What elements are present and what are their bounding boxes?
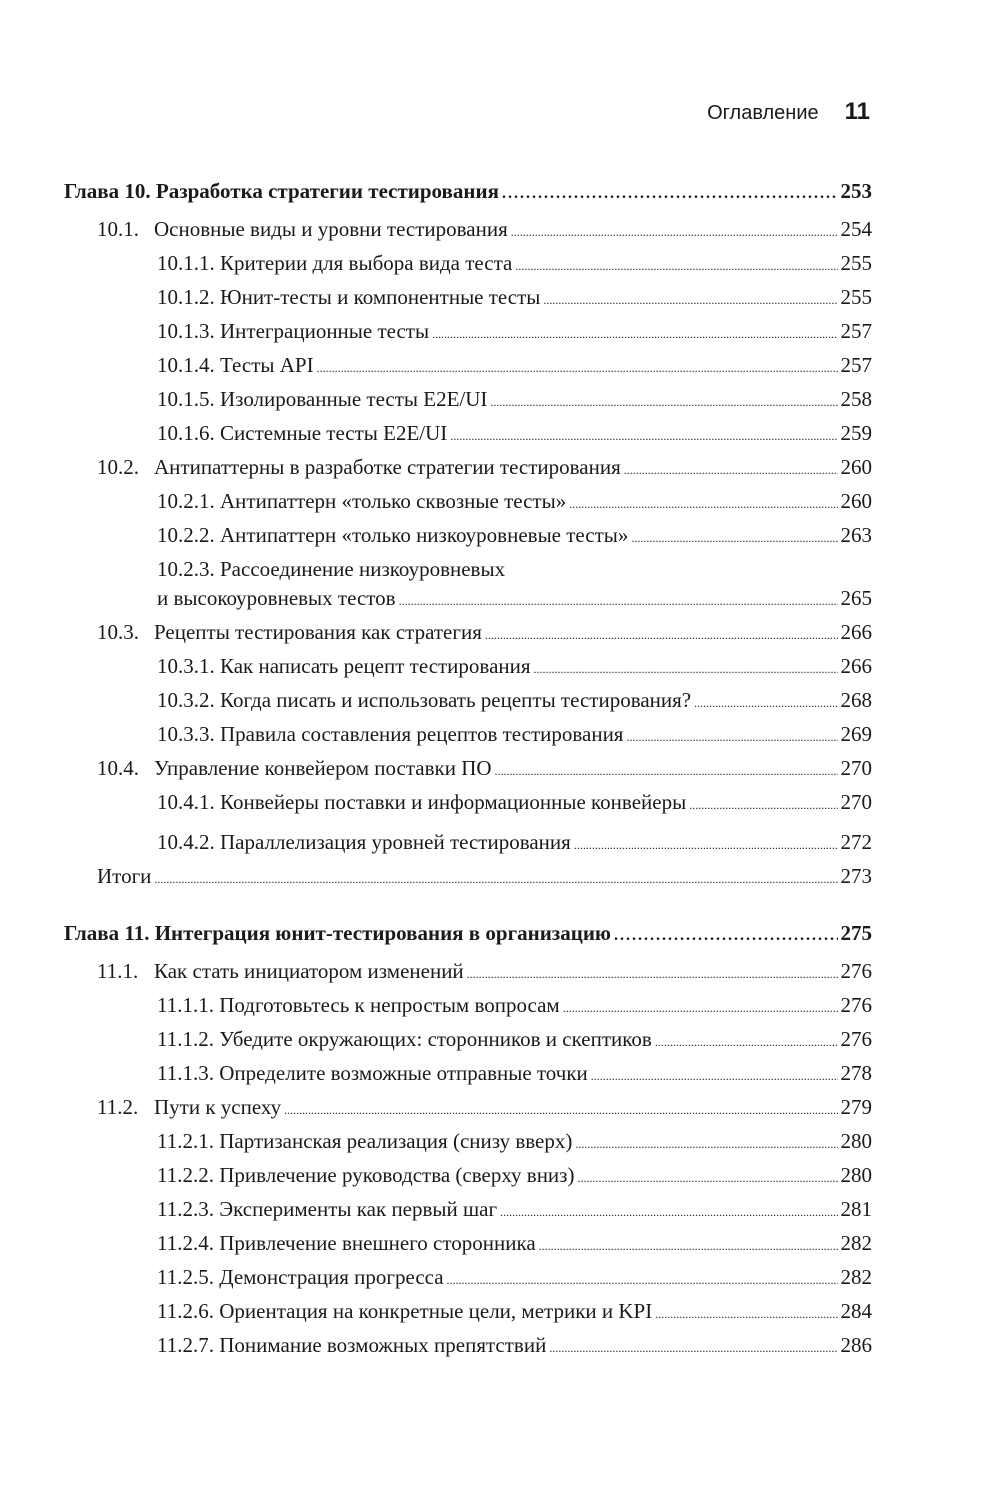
toc-subsection-11-2-3[interactable] (0, 1196, 872, 1225)
toc-entry-title: Пути к успеху (154, 1095, 282, 1119)
running-header (707, 98, 870, 126)
running-header-title: Оглавление (707, 102, 819, 124)
toc-subsection-11-2-7[interactable] (0, 1332, 872, 1361)
toc-entry-number: 11.1. (97, 959, 139, 983)
toc-subsection-10-1-2[interactable] (0, 284, 872, 313)
toc-entry-page: 284 (840, 1299, 872, 1323)
toc-entry-title: Антипаттерны в разработке стратегии тестирования (154, 455, 621, 479)
toc-entry-page: 275 (840, 921, 872, 945)
toc-entry-number: 10.1. (97, 217, 139, 241)
toc-entry-number: 10.3. (97, 620, 139, 644)
toc-entry-number: 10.1.1. (157, 251, 215, 275)
toc-entry-page: 282 (840, 1231, 872, 1255)
toc-subsection-10-1-3[interactable] (0, 318, 872, 347)
toc-subsection-10-2-1[interactable] (0, 488, 872, 517)
toc-entry-number: 11.2.4. (157, 1231, 214, 1255)
toc-section-10-1[interactable] (0, 216, 872, 245)
toc-subsection-10-3-2[interactable] (0, 687, 872, 716)
toc-entry-page: 270 (840, 790, 872, 814)
toc-entry-page: 280 (840, 1129, 872, 1153)
toc-entry-title: Когда писать и использовать рецепты тестирования? (220, 688, 692, 712)
toc-subsection-10-1-4[interactable] (0, 352, 872, 381)
toc-entry-page: 255 (840, 285, 872, 309)
toc-chapter-10[interactable] (0, 178, 872, 207)
toc-entry-number: 10.2.2. (157, 523, 215, 547)
toc-subsection-10-2-3[interactable] (0, 585, 872, 614)
toc-subsection-10-3-1[interactable] (0, 653, 872, 682)
toc-entry-page: 276 (840, 993, 872, 1017)
toc-entry-title: Глава 10. Разработка стратегии тестирования (64, 179, 499, 203)
toc-subsection-11-2-6[interactable] (0, 1298, 872, 1327)
toc-entry-number: 10.3.3. (157, 722, 215, 746)
toc-section-11-2[interactable] (0, 1094, 872, 1123)
toc-entry-title: Интеграционные тесты (220, 319, 430, 343)
toc-entry-title: Рецепты тестирования как стратегия (154, 620, 482, 644)
toc-entry-title: Как написать рецепт тестирования (220, 654, 531, 678)
toc-subsection-10-1-1[interactable] (0, 250, 872, 279)
toc-entry-number: 11.2.7. (157, 1333, 214, 1357)
toc-entry-title: Антипаттерн «только низкоуровневые тесты» (220, 523, 629, 547)
toc-entry-page: 276 (840, 1027, 872, 1051)
toc-entry-title: Партизанская реализация (снизу вверх) (219, 1129, 573, 1153)
toc-entry-page: 259 (840, 421, 872, 445)
toc-entry-number: 11.2.1. (157, 1129, 214, 1153)
toc-entry-page: 263 (840, 523, 872, 547)
toc-entry-page: 281 (840, 1197, 872, 1221)
toc-entry-title: Убедите окружающих: сторонников и скептиков (219, 1027, 652, 1051)
toc-entry-title: Изолированные тесты E2E/UI (220, 387, 488, 411)
toc-entry-title: Конвейеры поставки и информационные конвейеры (220, 790, 687, 814)
toc-entry-number: 10.1.2. (157, 285, 215, 309)
toc-entry-title: Ориентация на конкретные цели, метрики и KPI (219, 1299, 653, 1323)
toc-entry-page: 279 (840, 1095, 872, 1119)
toc-entry-page: 276 (840, 959, 872, 983)
page-number: 11 (844, 98, 870, 125)
toc-subsection-11-1-3[interactable] (0, 1060, 872, 1089)
toc-entry-title: Управление конвейером поставки ПО (154, 756, 492, 780)
toc-entry-title: Итоги (97, 864, 152, 888)
toc-entry-number: 10.1.3. (157, 319, 215, 343)
toc-entry-page: 255 (840, 251, 872, 275)
toc-entry-title: Подготовьтесь к непростым вопросам (219, 993, 560, 1017)
toc-entry-page: 257 (840, 319, 872, 343)
toc-subsection-10-3-3[interactable] (0, 721, 872, 750)
toc-summary-chapter-10[interactable] (0, 863, 872, 892)
toc-entry-number: 11.2.6. (157, 1299, 214, 1323)
toc-entry-title: Рассоединение низкоуровневых (220, 557, 506, 581)
toc-entry-page: 278 (840, 1061, 872, 1085)
toc-entry-page: 265 (840, 586, 872, 610)
toc-entry-page: 273 (840, 864, 872, 888)
toc-subsection-11-2-1[interactable] (0, 1128, 872, 1157)
toc-entry-number: 10.1.6. (157, 421, 215, 445)
toc-entry-page: 257 (840, 353, 872, 377)
toc-entry-number: 10.4.1. (157, 790, 215, 814)
toc-subsection-10-4-1[interactable] (0, 789, 872, 818)
toc-entry-number: 11.2.5. (157, 1265, 214, 1289)
toc-section-10-4[interactable] (0, 755, 872, 784)
toc-entry-title: Параллелизация уровней тестирования (220, 830, 571, 854)
toc-subsection-10-4-2[interactable] (0, 829, 872, 858)
toc-entry-number: 10.3.2. (157, 688, 215, 712)
toc-entry-page: 268 (840, 688, 872, 712)
toc-entry-title: Глава 11. Интеграция юнит-тестирования в организацию (64, 921, 611, 945)
toc-subsection-11-2-5[interactable] (0, 1264, 872, 1293)
toc-subsection-10-1-5[interactable] (0, 386, 872, 415)
toc-entry-number: 10.2.1. (157, 489, 215, 513)
toc-entry-number: 10.1.5. (157, 387, 215, 411)
toc-entry-number: 11.2.3. (157, 1197, 214, 1221)
toc-subsection-10-2-2[interactable] (0, 522, 872, 551)
toc-entry-page: 254 (840, 217, 872, 241)
toc-entry-number: 11.1.3. (157, 1061, 214, 1085)
toc-entry-title: Как стать инициатором изменений (154, 959, 464, 983)
toc-entry-number: 11.1.2. (157, 1027, 214, 1051)
toc-entry-page: 286 (840, 1333, 872, 1357)
toc-entry-page: 272 (840, 830, 872, 854)
toc-entry-page: 282 (840, 1265, 872, 1289)
toc-entry-title: Понимание возможных препятствий (219, 1333, 547, 1357)
toc-entry-title: Критерии для выбора вида теста (220, 251, 513, 275)
toc-entry-title: Эксперименты как первый шаг (219, 1197, 498, 1221)
toc-section-10-2[interactable] (0, 454, 872, 483)
toc-entry-title: Правила составления рецептов тестирования (220, 722, 624, 746)
toc-entry-page: 260 (840, 489, 872, 513)
toc-entry-number: 10.3.1. (157, 654, 215, 678)
toc-entry-title: Системные тесты E2E/UI (220, 421, 448, 445)
toc-subsection-10-1-6[interactable] (0, 420, 872, 449)
toc-subsection-11-1-1[interactable] (0, 992, 872, 1021)
toc-entry-title: Юнит-тесты и компонентные тесты (220, 285, 541, 309)
toc-subsection-11-1-2[interactable] (0, 1026, 872, 1055)
toc-entry-number: 10.4. (97, 756, 139, 780)
toc-entry-number: 10.2.3. (157, 557, 215, 581)
toc-section-11-1[interactable] (0, 958, 872, 987)
toc-entry-title: Привлечение руководства (сверху вниз) (219, 1163, 575, 1187)
toc-subsection-10-2-3-first-line[interactable] (157, 556, 505, 582)
toc-entry-title: Основные виды и уровни тестирования (154, 217, 508, 241)
toc-entry-number: 11.1.1. (157, 993, 214, 1017)
toc-entry-number: 10.1.4. (157, 353, 215, 377)
toc-entry-number: 11.2. (97, 1095, 139, 1119)
toc-entry-page: 266 (840, 620, 872, 644)
toc-entry-title: Привлечение внешнего сторонника (219, 1231, 536, 1255)
toc-section-10-3[interactable] (0, 619, 872, 648)
toc-chapter-11[interactable] (0, 920, 872, 949)
toc-entry-title-continued: и высокоуровневых тестов (157, 586, 396, 610)
toc-entry-page: 258 (840, 387, 872, 411)
toc-entry-number: 10.4.2. (157, 830, 215, 854)
toc-subsection-11-2-4[interactable] (0, 1230, 872, 1259)
toc-entry-page: 270 (840, 756, 872, 780)
toc-entry-page: 266 (840, 654, 872, 678)
toc-entry-title: Антипаттерн «только сквозные тесты» (220, 489, 567, 513)
toc-entry-page: 260 (840, 455, 872, 479)
toc-entry-page: 280 (840, 1163, 872, 1187)
toc-entry-number: 11.2.2. (157, 1163, 214, 1187)
toc-entry-title: Демонстрация прогресса (219, 1265, 444, 1289)
toc-entry-title: Определите возможные отправные точки (219, 1061, 588, 1085)
toc-subsection-11-2-2[interactable] (0, 1162, 872, 1191)
toc-entry-number: 10.2. (97, 455, 139, 479)
toc-entry-page: 269 (840, 722, 872, 746)
toc-entry-page: 253 (840, 179, 872, 203)
toc-entry-title: Тесты API (220, 353, 314, 377)
